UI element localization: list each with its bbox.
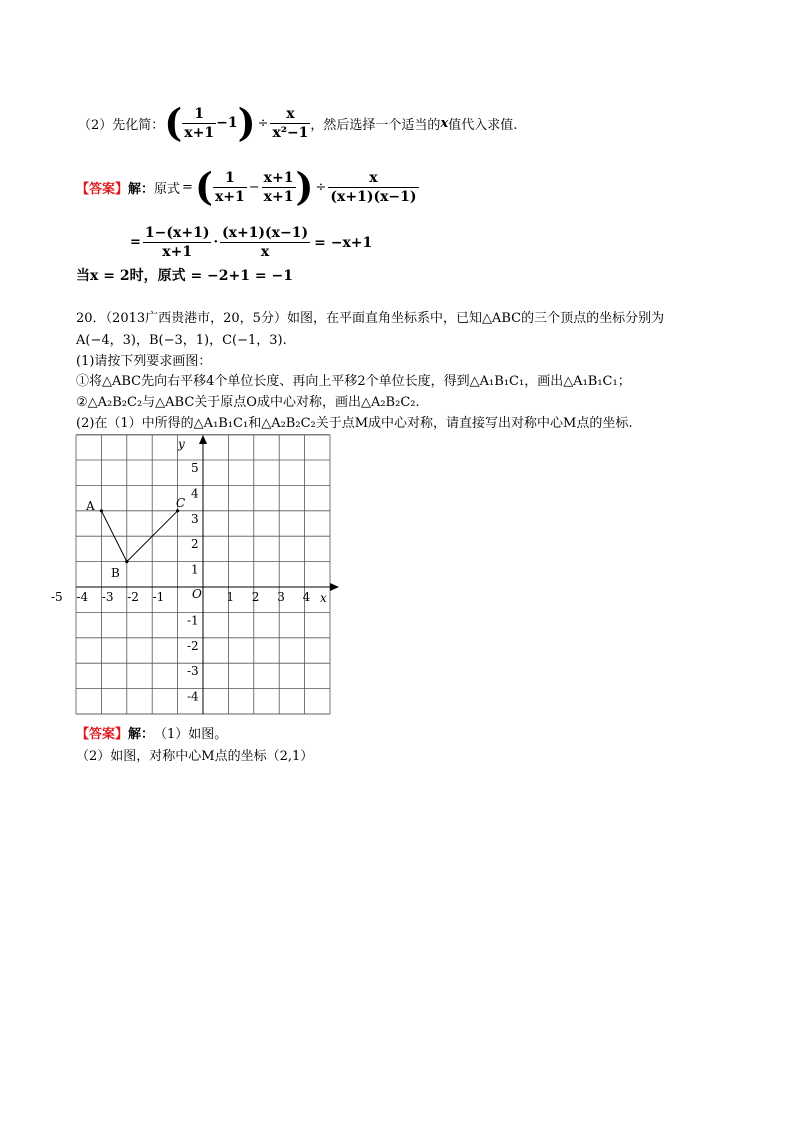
origin-label: O — [192, 587, 202, 601]
point-labels — [85, 496, 185, 580]
q20-line6: (2)在（1）中所得的△A₁B₁C₁和△A₂B₂C₂关于点M成中心对称，请直接写出对称中心M点的坐标. — [76, 416, 633, 431]
jie-label: 解： — [128, 181, 155, 197]
point-label-b: B — [111, 566, 120, 580]
frac-den: x²−1 — [272, 124, 309, 141]
x-tick-label: 4 — [302, 590, 311, 604]
x-axis-arrow — [330, 583, 339, 591]
y-tick-label: 2 — [191, 537, 199, 552]
y-tick-label: -1 — [187, 613, 199, 628]
equals-sign: = — [182, 179, 193, 195]
x-tick-label: -5 — [51, 590, 63, 604]
line2-result: = −x+1 — [314, 234, 373, 251]
answer1-line3: 当x = 2时，原式 = −2+1 = −1 — [76, 268, 293, 284]
frac-num: 1 — [182, 105, 216, 124]
x-tick-label: -4 — [76, 590, 89, 604]
point-label-c: C — [176, 496, 186, 510]
left-paren: ( — [164, 100, 183, 145]
frac-num: x — [270, 105, 310, 124]
point-a — [100, 509, 103, 512]
q20-line3: (1)请按下列要求画图： — [76, 354, 212, 369]
x-axis-label: x — [320, 591, 327, 605]
answer-tag: 【答案】 — [76, 727, 129, 742]
y-tick-label: 4 — [191, 486, 199, 501]
x-tick-label: -2 — [127, 590, 139, 604]
y-tick-label: -2 — [187, 638, 199, 653]
x-tick-label: -1 — [152, 590, 165, 604]
frac-num: 1 — [213, 169, 247, 188]
y-tick-label: -4 — [187, 689, 199, 704]
frac-num: x — [328, 169, 418, 188]
frac-den: x+1 — [184, 124, 215, 141]
q20-line2: A(−4，3)，B(−3，1)，C(−1，3). — [76, 333, 287, 348]
frac-den: (x+1)(x−1) — [330, 188, 417, 205]
x-tick-label: 3 — [277, 590, 285, 604]
minus-one: −1 — [216, 115, 238, 131]
x-tick-label: 2 — [251, 590, 260, 604]
q20-line4: ①将△ABC先向右平移4个单位长度、再向上平移2个单位长度，得到△A₁B₁C₁，画出△A₁B₁C₁； — [76, 374, 631, 389]
q20-line5: ②△A₂B₂C₂与△ABC关于原点O成中心对称，画出△A₂B₂C₂. — [76, 395, 420, 410]
jie-label: 解： — [128, 727, 155, 742]
var-x: x — [440, 115, 449, 131]
left-paren: ( — [194, 164, 213, 209]
y-tick-label: -3 — [187, 664, 199, 679]
y-tick-label: 3 — [191, 511, 199, 526]
div-sign: ÷ — [257, 115, 269, 131]
minus-sign: − — [248, 179, 260, 195]
q2-suffix-a: ，然后选择一个适当的 — [310, 117, 441, 133]
y-tick-label: 1 — [191, 562, 199, 577]
answer2-line2: （2）如图，对称中心M点的坐标（2,1） — [76, 749, 314, 764]
x-tick-label: 1 — [226, 590, 235, 604]
dot-sign: · — [213, 235, 218, 250]
frac-num: x+1 — [263, 169, 294, 186]
answer2-line1-rest: （1）如图。 — [154, 727, 228, 742]
frac-num: 1−(x+1) — [144, 225, 210, 241]
orig-label: 原式 — [154, 181, 181, 197]
frac-den: x+1 — [263, 188, 294, 205]
equals-sign: = — [130, 235, 141, 250]
x-tick-label: -3 — [101, 590, 114, 604]
div-sign: ÷ — [315, 179, 327, 195]
y-tick-label: 5 — [191, 461, 199, 475]
frac-den: x — [260, 244, 270, 260]
q2-prefix: （2）先化简： — [78, 117, 165, 133]
point-b — [125, 560, 128, 563]
point-label-a: A — [86, 499, 95, 513]
right-paren: ) — [237, 100, 256, 145]
answer-tag: 【答案】 — [76, 181, 129, 197]
right-paren: ) — [295, 164, 314, 209]
y-axis-label: y — [178, 437, 185, 451]
q20-line1: 20．（2013广西贵港市，20，5分）如图，在平面直角坐标系中，已知△ABC的三个顶点的坐标分别为 — [76, 311, 665, 326]
frac-num: (x+1)(x−1) — [221, 225, 309, 241]
answer2-line1 — [76, 723, 227, 742]
q2-suffix-b: 值代入求值. — [448, 117, 518, 133]
y-axis-arrow — [199, 435, 207, 444]
frac-den: x+1 — [162, 244, 193, 260]
frac-den: x+1 — [214, 188, 245, 205]
